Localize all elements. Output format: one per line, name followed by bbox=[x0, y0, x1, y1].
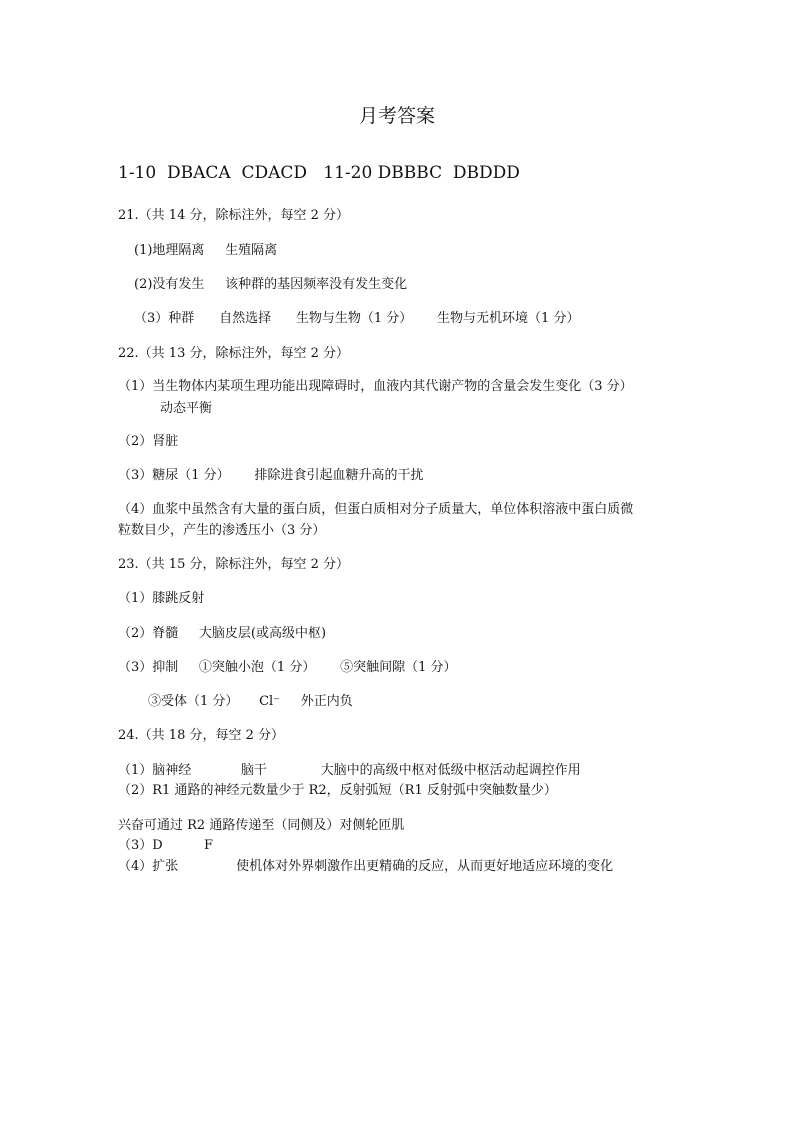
q23-line-1: （1）膝跳反射 bbox=[118, 591, 205, 606]
q21-line-2: (2)没有发生 该种群的基因频率没有发生变化 bbox=[134, 277, 408, 292]
q21-header: 21.（共 14 分，除标注外，每空 2 分） bbox=[118, 208, 350, 223]
q23-line-3: （3）抑制 ①突触小泡（1 分） ⑤突触间隙（1 分） bbox=[118, 660, 457, 675]
q22-line-3: （3）糖尿（1 分） 排除进食引起血糖升高的干扰 bbox=[118, 468, 424, 483]
q21-line-3: （3）种群 自然选择 生物与生物（1 分） 生物与无机环境（1 分） bbox=[134, 311, 580, 326]
q23-line-3b: ③受体（1 分） Cl⁻ 外正内负 bbox=[148, 694, 353, 709]
q21-line-1: (1)地理隔离 生殖隔离 bbox=[134, 243, 278, 258]
q24-header: 24.（共 18 分，每空 2 分） bbox=[118, 728, 285, 743]
q22-line-1: （1）当生物体内某项生理功能出现障碍时，血液内其代谢产物的含量会发生变化（3 分） bbox=[118, 379, 633, 394]
q22-line-4: （4）血浆中虽然含有大量的蛋白质，但蛋白质相对分子质量大，单位体积溶液中蛋白质微 bbox=[118, 502, 634, 517]
q22-line-4b: 粒数目少，产生的渗透压小（3 分） bbox=[118, 523, 326, 538]
q22-line-1b: 动态平衡 bbox=[160, 401, 213, 416]
q23-line-2: （2）脊髓 大脑皮层(或高级中枢) bbox=[118, 626, 327, 641]
q24-line-3: （3）D F bbox=[118, 838, 214, 853]
page-title: 月考答案 bbox=[358, 105, 435, 127]
q24-line-2: （2）R1 通路的神经元数量少于 R2，反射弧短（R1 反射弧中突触数量少） bbox=[118, 783, 557, 798]
mcq-answers: 1-10 DBACA CDACD 11-20 DBBBC DBDDD bbox=[118, 163, 520, 183]
q22-line-2: （2）肾脏 bbox=[118, 434, 179, 449]
q23-header: 23.（共 15 分，除标注外，每空 2 分） bbox=[118, 557, 350, 572]
q22-header: 22.（共 13 分，除标注外，每空 2 分） bbox=[118, 346, 350, 361]
q24-line-2b: 兴奋可通过 R2 通路传递至（同侧及）对侧轮匝肌 bbox=[118, 818, 405, 833]
q24-line-1: （1）脑神经 脑干 大脑中的高级中枢对低级中枢活动起调控作用 bbox=[118, 763, 581, 778]
q24-line-4: （4）扩张 使机体对外界刺激作出更精确的反应，从而更好地适应环境的变化 bbox=[118, 859, 614, 874]
